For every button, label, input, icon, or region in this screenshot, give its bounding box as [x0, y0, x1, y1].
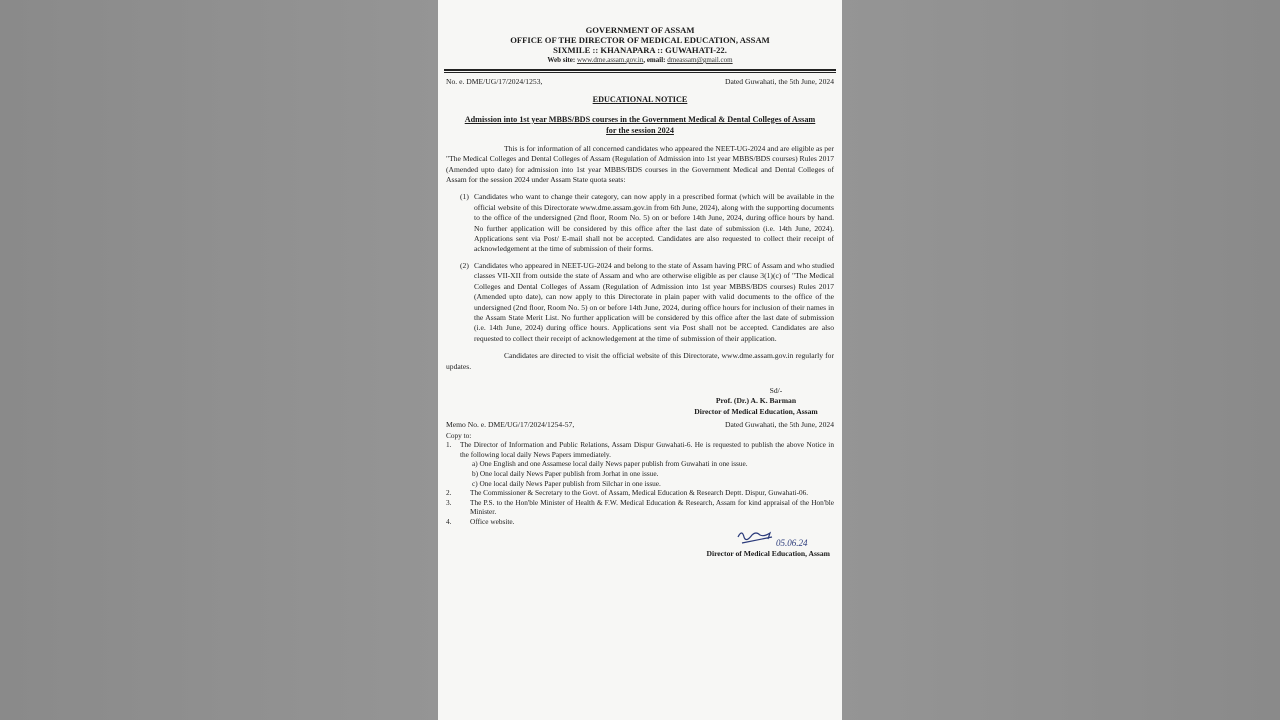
signature-date: 05.06.24	[776, 537, 808, 548]
copy-subitem-b: b) One local daily News Paper publish from Jorhat in one issue.	[472, 468, 659, 478]
memo-signatory-designation: Director of Medical Education, Assam	[706, 548, 830, 558]
copy-subitem-c: c) One local daily News Paper publish from Silchar in one issue.	[472, 478, 661, 488]
intro-paragraph: This is for information of all concerned candidates who appeared the NEET-UG-2024 and are eligible as per "The Medical Colleges and Dental Colleges of Assam (Regulation of Admission into 1st year MBBS/BDS courses) Rules 2017 (Amended upto date) for admission into 1st year MBBS/BDS courses in the Government Medical and Dental Colleges of Assam for the session 2024 under Assam State quota seats:	[446, 143, 834, 185]
reference-line	[446, 77, 834, 87]
copy-text: The Commissioner & Secretary to the Govt. of Assam, Medical Education & Research Deptt. Dispur, Guwahati-06.	[470, 488, 809, 498]
item-text: Candidates who appeared in NEET-UG-2024 and belong to the state of Assam having PRC of Assam and who studied classes VII-XII from outside the state of Assam and who are otherwise eligible as per clause 3(1)(c) of "The Medical Colleges and Dental Colleges of Assam (Regulation of Admission into 1st year MBBS/BDS courses) Rules 2017 (Amended upto date), can now apply to this Directorate in plain paper with valid documents to the office of the undersigned (2nd floor, Room No. 5) on or before 14th June, 2024, during office hours for inclusion of their names in the Assam State Merit List. No further application will be considered by this office after the last date of submission (i.e. 14th June, 2024) during office hours. Applications sent via Post shall not be accepted. Candidates are also requested to collect their receipt of acknowledgement at the time of submission of their application.	[474, 260, 834, 343]
email-label: , email:	[643, 56, 666, 64]
closing-paragraph: Candidates are directed to visit the official website of this Directorate, www.dme.assam.gov.in regularly for updates.	[446, 351, 834, 371]
copy-item-1	[446, 440, 834, 459]
email-link[interactable]: dmeassam@gmail.com	[667, 56, 733, 64]
copy-text: Office website.	[470, 516, 515, 526]
signatory-block	[678, 386, 834, 417]
memo-line	[446, 420, 834, 430]
item-text: Candidates who want to change their category, can now apply in a prescribed format (which will be available in the official website of this Directorate www.dme.assam.gov.in from 6th June, 2024), along with the supporting documents to the office of the undersigned (2nd floor, Room No. 5) on or before 14th June, 2024, during office hours by hand. No further application will be considered by this office after the last date of submission (i.e. 14th June, 2024). Applications sent via Post/ E-mail shall not be accepted. Candidates are also requested to collect their receipt of acknowledgement at the time of submission of their forms.	[474, 192, 834, 254]
notice-title: EDUCATIONAL NOTICE	[592, 95, 688, 105]
copy-to-label: Copy to:	[446, 430, 472, 440]
handwritten-signature	[446, 527, 834, 549]
copy-text: The P.S. to the Hon'ble Minister of Health & F.W. Medical Education & Research, Assam for kind appraisal of the Hon'ble Minister.	[470, 497, 834, 517]
letterhead-line2: OFFICE OF THE DIRECTOR OF MEDICAL EDUCATION, ASSAM	[510, 35, 770, 45]
letterhead	[446, 25, 834, 65]
item-number: (1)	[460, 192, 469, 202]
copy-to-list	[446, 431, 834, 527]
issue-date: Dated Guwahati, the 5th June, 2024	[724, 77, 834, 86]
memo-number: Memo No. e. DME/UG/17/2024/1254-57,	[446, 420, 575, 430]
copy-subitem-a: a) One English and one Assamese local daily News paper publish from Guwahati in one issue.	[472, 459, 748, 469]
memo-date: Dated Guwahati, the 5th June, 2024	[724, 420, 834, 430]
notice-item-1	[460, 192, 834, 254]
signatory-name: Prof. (Dr.) A. K. Barman	[715, 396, 797, 406]
sd-mark: Sd/-	[769, 385, 783, 395]
letterhead-contact	[446, 55, 834, 65]
notice-items	[446, 192, 834, 344]
copy-number: 2.	[446, 488, 452, 498]
copy-item-4	[446, 517, 834, 527]
website-link[interactable]: www.dme.assam.gov.in	[576, 56, 644, 64]
notice-item-2	[460, 261, 834, 344]
website-label: Web site:	[547, 56, 576, 64]
notice-document	[438, 0, 842, 720]
letterhead-line3: SIXMILE :: KHANAPARA :: GUWAHATI-22.	[553, 45, 727, 55]
copy-number: 1.	[446, 440, 452, 450]
copy-number: 3.	[446, 497, 452, 507]
item-number: (2)	[460, 260, 469, 270]
notice-subject: Admission into 1st year MBBS/BDS courses in the Government Medical & Dental Colleges of Assam for the session 2024	[464, 114, 816, 135]
letterhead-line1: GOVERNMENT OF ASSAM	[585, 25, 695, 35]
copy-number: 4.	[446, 516, 452, 526]
copy-item-2	[446, 488, 834, 498]
copy-text: The Director of Information and Public Relations, Assam Dispur Guwahati-6. He is requested to publish the above Notice in the following local daily News Papers immediately.	[460, 440, 834, 459]
copy-item-3	[446, 498, 834, 517]
signatory-designation: Director of Medical Education, Assam	[694, 406, 818, 416]
header-rule	[444, 69, 836, 71]
reference-number: No. e. DME/UG/17/2024/1253,	[446, 77, 543, 86]
header-rule-thin	[444, 72, 836, 73]
